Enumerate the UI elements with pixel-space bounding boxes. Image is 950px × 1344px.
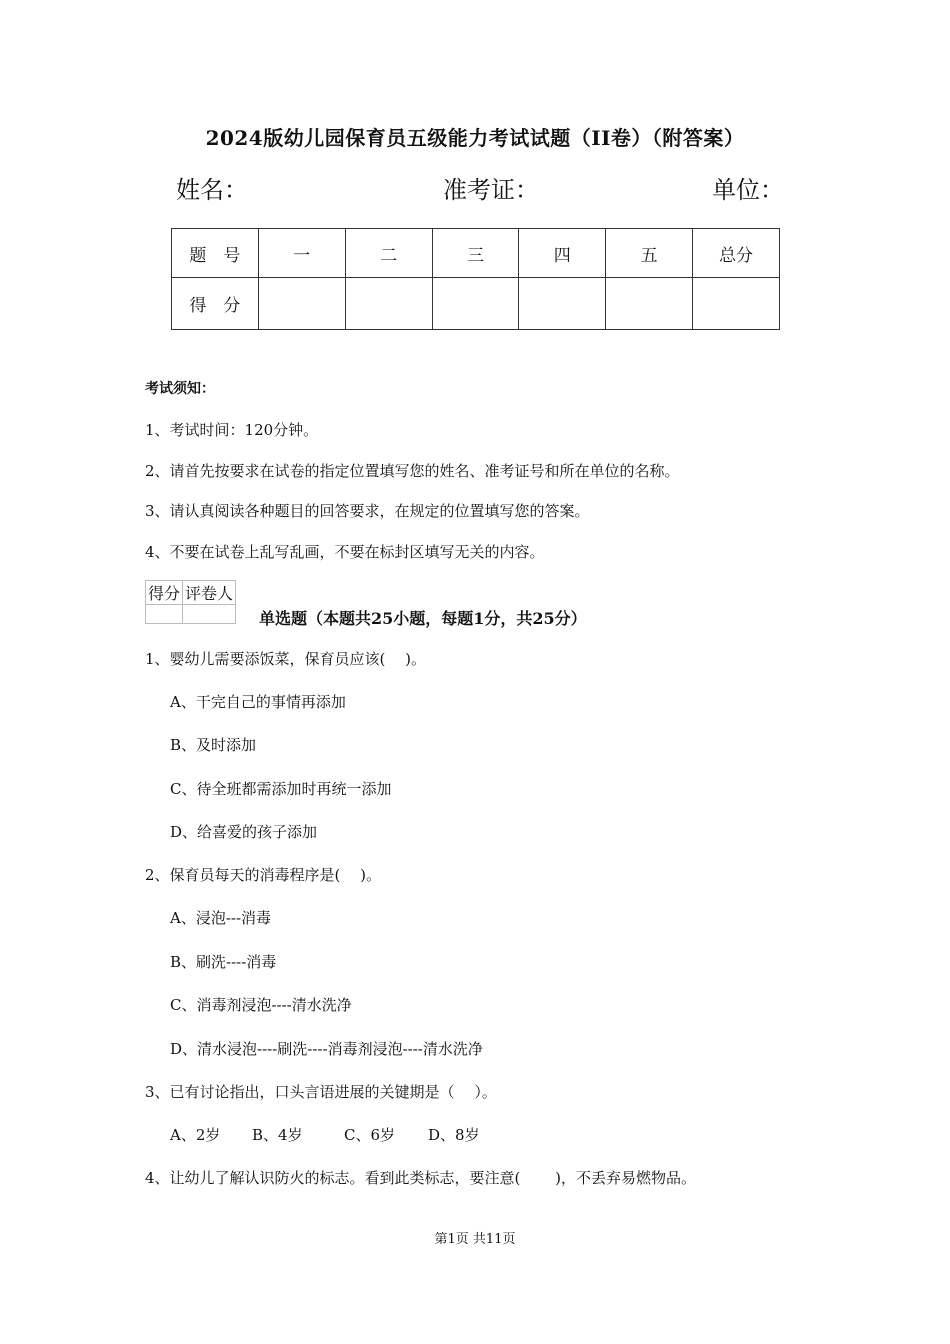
answer-option: A、2岁: [170, 1126, 221, 1144]
page-footer: 第1页 共11页: [434, 1232, 516, 1247]
notice-item: 4、不要在试卷上乱写乱画，不要在标封区填写无关的内容。: [145, 543, 545, 561]
score-table-header-total: 总分: [693, 229, 780, 278]
document-title: 2024版幼儿园保育员五级能力考试试题（II卷）（附答案）: [205, 126, 745, 150]
question-stem: 4、让幼儿了解认识防火的标志。看到此类标志，要注意( )，不丢弃易燃物品。: [145, 1169, 697, 1187]
grader-reviewer-cell[interactable]: [183, 605, 236, 624]
answer-option: D、给喜爱的孩子添加: [170, 823, 318, 841]
question-stem: 2、保育员每天的消毒程序是( )。: [145, 866, 382, 884]
question-stem: 3、已有讨论指出，口头言语进展的关键期是（ ）。: [145, 1083, 497, 1101]
question-stem: 1、婴幼儿需要添饭菜，保育员应该( )。: [145, 650, 427, 668]
score-table-score-label: 得 分: [172, 278, 259, 330]
score-cell-total[interactable]: [693, 278, 780, 330]
score-cell[interactable]: [345, 278, 432, 330]
answer-option: A、浸泡---消毒: [170, 909, 272, 927]
notice-item: 3、请认真阅读各种题目的回答要求，在规定的位置填写您的答案。: [145, 502, 590, 520]
notice-heading: 考试须知：: [145, 381, 215, 397]
score-table-header-cell: 三: [432, 229, 519, 278]
answer-option: B、及时添加: [170, 736, 257, 754]
answer-option: D、8岁: [428, 1126, 480, 1144]
score-table-header-label: 题 号: [172, 229, 259, 278]
answer-option: C、待全班都需添加时再统一添加: [170, 780, 392, 798]
grader-reviewer-label: 评卷人: [183, 581, 236, 605]
score-table-header-cell: 二: [345, 229, 432, 278]
section-heading: 单选题（本题共25小题，每题1分，共25分）: [259, 609, 587, 628]
name-field-label: 姓名：: [176, 176, 248, 204]
score-table-header-cell: 五: [606, 229, 693, 278]
inline-options: [170, 1124, 480, 1145]
grader-box: [145, 580, 236, 624]
score-cell[interactable]: [519, 278, 606, 330]
grader-score-label: 得分: [146, 581, 183, 605]
unit-field-label: 单位：: [712, 176, 784, 204]
score-table-header-cell: 四: [519, 229, 606, 278]
answer-option: B、4岁: [252, 1126, 303, 1144]
score-table-header-row: [172, 229, 780, 278]
score-cell[interactable]: [606, 278, 693, 330]
notice-item: 1、考试时间：120分钟。: [145, 421, 319, 439]
answer-option: B、刷洗----消毒: [170, 953, 277, 971]
score-table-score-row: [172, 278, 780, 330]
score-table: [171, 228, 780, 330]
score-table-header-cell: 一: [258, 229, 345, 278]
answer-option: A、干完自己的事情再添加: [170, 693, 346, 711]
answer-option: D、清水浸泡----刷洗----消毒剂浸泡----清水洗净: [170, 1040, 483, 1058]
answer-option: C、消毒剂浸泡----清水洗净: [170, 996, 352, 1014]
grader-score-cell[interactable]: [146, 605, 183, 624]
exam-number-field-label: 准考证：: [443, 176, 539, 204]
score-cell[interactable]: [258, 278, 345, 330]
score-cell[interactable]: [432, 278, 519, 330]
answer-option: C、6岁: [344, 1126, 396, 1144]
notice-item: 2、请首先按要求在试卷的指定位置填写您的姓名、准考证号和所在单位的名称。: [145, 462, 680, 480]
